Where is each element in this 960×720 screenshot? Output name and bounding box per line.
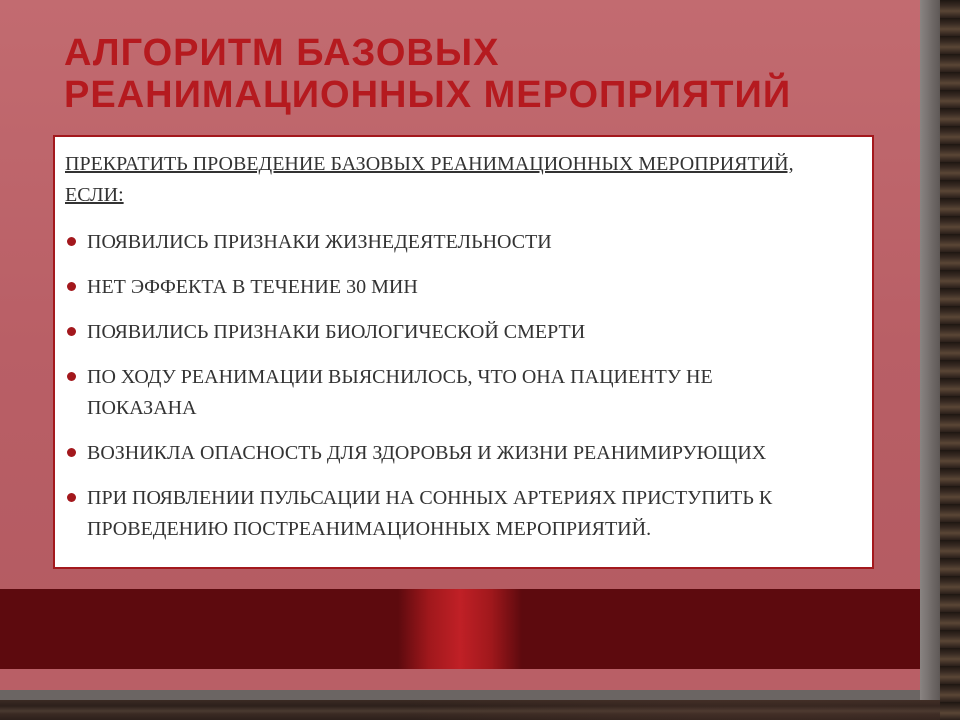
bullet-text: ПРИ ПОЯВЛЕНИИ ПУЛЬСАЦИИ НА СОННЫХ АРТЕРИЯХ ПРИСТУПИТЬ К ПРОВЕДЕНИЮ ПОСТРЕАНИМАЦИОННЫХ МЕРОПРИЯТИЙ. xyxy=(87,487,773,540)
bullet-dot-icon xyxy=(67,237,76,246)
footer-highlight xyxy=(398,589,522,669)
bullet-text: ПОЯВИЛИСЬ ПРИЗНАКИ БИОЛОГИЧЕСКОЙ СМЕРТИ xyxy=(87,321,586,343)
slide-title: АЛГОРИТМ БАЗОВЫХ РЕАНИМАЦИОННЫХ МЕРОПРИЯТИЙ xyxy=(64,32,792,116)
background-texture-strip xyxy=(940,0,960,720)
intro-text: ПРЕКРАТИТЬ ПРОВЕДЕНИЕ БАЗОВЫХ РЕАНИМАЦИОННЫХ МЕРОПРИЯТИЙ, ЕСЛИ: xyxy=(65,153,794,206)
bullet-item xyxy=(65,438,865,469)
bullet-dot-icon xyxy=(67,448,76,457)
bullet-dot-icon xyxy=(67,493,76,502)
footer-bottom-strip xyxy=(0,669,920,690)
bullet-item xyxy=(65,362,827,424)
slide-frame-edge xyxy=(920,0,940,700)
bullet-item xyxy=(65,272,865,303)
bullet-item xyxy=(65,483,867,545)
bullet-item xyxy=(65,227,865,258)
bullet-dot-icon xyxy=(67,327,76,336)
bullet-text: ПОЯВИЛИСЬ ПРИЗНАКИ ЖИЗНЕДЕЯТЕЛЬНОСТИ xyxy=(87,231,552,253)
bullet-text: ПО ХОДУ РЕАНИМАЦИИ ВЫЯСНИЛОСЬ, ЧТО ОНА ПАЦИЕНТУ НЕ ПОКАЗАНА xyxy=(87,366,713,419)
bullet-dot-icon xyxy=(67,372,76,381)
bullet-text: НЕТ ЭФФЕКТА В ТЕЧЕНИЕ 30 МИН xyxy=(87,276,418,298)
bullet-text: ВОЗНИКЛА ОПАСНОСТЬ ДЛЯ ЗДОРОВЬЯ И ЖИЗНИ РЕАНИМИРУЮЩИХ xyxy=(87,442,767,464)
bullet-list xyxy=(65,227,865,545)
bullet-dot-icon xyxy=(67,282,76,291)
content-box xyxy=(53,135,874,569)
bullet-item xyxy=(65,317,865,348)
